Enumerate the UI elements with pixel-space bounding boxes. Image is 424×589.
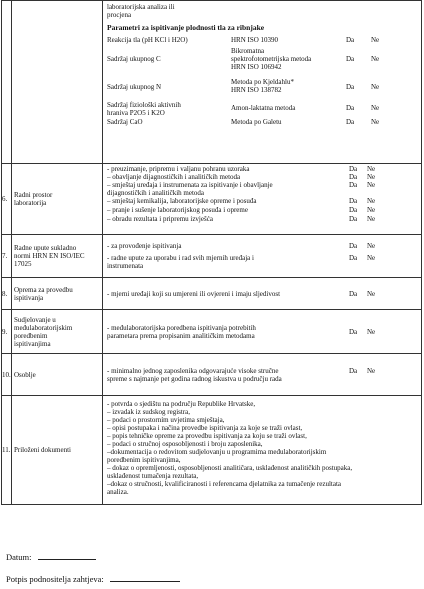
table-row-7 bbox=[2, 235, 422, 278]
row-label bbox=[12, 235, 103, 278]
row-number: 11. bbox=[2, 396, 12, 505]
ne-option[interactable]: Ne bbox=[367, 173, 376, 181]
list-item bbox=[107, 367, 421, 383]
item-text: – pranje i sušenje laboratorijskog posuđa i opreme bbox=[107, 206, 248, 214]
ne-option[interactable]: Ne bbox=[367, 215, 376, 223]
row-label bbox=[12, 278, 103, 310]
row-label-line: Osoblje bbox=[14, 370, 36, 379]
list-item: – podaci o prostorním uvjetima smještaja, bbox=[107, 416, 225, 424]
row-label bbox=[12, 354, 103, 396]
da-option[interactable]: Da bbox=[349, 181, 358, 189]
table-row-9 bbox=[2, 310, 422, 354]
row-label-line: 17025 bbox=[14, 260, 32, 268]
row-label-line: poredbenim bbox=[14, 331, 48, 340]
ne-option[interactable]: Ne bbox=[367, 197, 376, 205]
signature-label: Potpis podnositelja zahtjeva: bbox=[6, 574, 104, 584]
da-option[interactable]: Da bbox=[346, 118, 355, 126]
da-option[interactable]: Da bbox=[349, 327, 358, 336]
list-item: – popis tehničke opreme za provedbu ispitivanja za koju se traži ovlast, bbox=[107, 432, 307, 440]
row-label-line: laboratorija bbox=[14, 199, 47, 207]
param-method: Bikromatna bbox=[231, 47, 265, 55]
param-method: HRN ISO 138782 bbox=[231, 86, 282, 94]
item-text: - za provođenje ispitivanja bbox=[107, 242, 182, 250]
da-option[interactable]: Da bbox=[346, 104, 355, 112]
table-row-6 bbox=[2, 164, 422, 235]
table-row-8 bbox=[2, 278, 422, 310]
item-text bbox=[107, 181, 349, 197]
item-text-line: parametara prema propisanim analitičkim metodama bbox=[107, 331, 255, 340]
row-label-line: Oprema za provedbu bbox=[14, 285, 73, 294]
row-number: 6. bbox=[2, 164, 12, 235]
section-heading: Parametri za ispitivanje plodnosti tla za ribnjake bbox=[107, 23, 265, 32]
param-method: Metoda po Galetu bbox=[231, 118, 282, 126]
list-item: poredbenim ispitivanjima, bbox=[107, 456, 181, 464]
param-method: HRN ISO 106942 bbox=[231, 63, 282, 71]
param-name: Sadržaj ukupnog N bbox=[107, 83, 162, 91]
row-number: 10. bbox=[2, 354, 12, 396]
row-label-line: Radni prostor bbox=[14, 191, 53, 199]
item-text-line: – smještaj uređaja i instrumenata za ispitivanje i obavljanje bbox=[107, 181, 273, 189]
row-label bbox=[12, 310, 103, 354]
list-item: –dokumentacija o redovitom sudjelovanju u programima međulaboratorijskim bbox=[107, 448, 327, 456]
row-label bbox=[12, 164, 103, 235]
da-option[interactable]: Da bbox=[349, 173, 358, 181]
ne-option[interactable]: Ne bbox=[371, 83, 380, 91]
row-number: 9. bbox=[2, 310, 12, 354]
requirements-table bbox=[1, 0, 422, 505]
list-item bbox=[107, 290, 421, 298]
item-text: – smještaj kemikalija, laboratorijske opreme i posuđa bbox=[107, 197, 257, 205]
list-item bbox=[107, 173, 421, 181]
item-text bbox=[107, 367, 349, 383]
ne-option[interactable]: Ne bbox=[367, 242, 376, 250]
list-item bbox=[107, 242, 421, 252]
row-label-line: Radne upute sukladno bbox=[14, 244, 77, 252]
signature-field bbox=[6, 572, 180, 584]
param-method: Amon-laktatna metoda bbox=[231, 104, 296, 112]
list-item: – izvadak iz sudskog registra, bbox=[107, 408, 191, 416]
param-row bbox=[107, 101, 421, 118]
signature-input-line[interactable] bbox=[110, 572, 180, 582]
list-item bbox=[107, 165, 421, 173]
list-item bbox=[107, 206, 421, 215]
param-method-block bbox=[231, 78, 343, 98]
row-label-line: ispitivanjima bbox=[14, 339, 51, 348]
row-number: 7. bbox=[2, 235, 12, 278]
list-item bbox=[107, 324, 421, 340]
list-item bbox=[107, 181, 421, 197]
date-field bbox=[6, 550, 96, 562]
row-label bbox=[12, 396, 103, 505]
attachments-list bbox=[103, 396, 422, 505]
da-option[interactable]: Da bbox=[349, 254, 358, 262]
param-name: hraniva P2O5 i K2O bbox=[107, 109, 165, 117]
item-text: - mjerni uređaji koji su umjereni ili ovjereni i imaju sljedivost bbox=[107, 289, 281, 298]
param-row bbox=[107, 118, 421, 128]
ne-option[interactable]: Ne bbox=[371, 55, 380, 63]
list-item bbox=[107, 254, 421, 271]
ne-option[interactable]: Ne bbox=[367, 254, 376, 262]
da-option[interactable]: Da bbox=[349, 242, 358, 250]
list-item: - potvrda o sjedištu na području Republike Hrvatske, bbox=[107, 400, 256, 408]
ne-option[interactable]: Ne bbox=[367, 366, 376, 375]
da-option[interactable]: Da bbox=[349, 206, 358, 214]
param-row bbox=[107, 78, 421, 98]
table-row-soil-parameters bbox=[2, 1, 422, 164]
item-text: - preuzimanje, pripremu i valjanu pohranu uzoraka bbox=[107, 165, 250, 173]
param-method: Metoda po Kjeldahlu* bbox=[231, 78, 294, 86]
intro-line-1: laboratorijska analiza ili bbox=[107, 3, 175, 11]
list-item bbox=[107, 197, 421, 206]
param-name: Sadržaj CaO bbox=[107, 118, 143, 126]
da-option[interactable]: Da bbox=[349, 215, 358, 223]
da-option[interactable]: Da bbox=[349, 197, 358, 205]
item-text bbox=[107, 324, 349, 340]
intro-line-2: procjena bbox=[107, 11, 132, 19]
list-item bbox=[107, 215, 421, 224]
da-option[interactable]: Da bbox=[349, 366, 358, 375]
row-number: 8. bbox=[2, 278, 12, 310]
da-option[interactable]: Da bbox=[346, 83, 355, 91]
item-text: – obavljanje dijagnostičkih i analitičkih metoda bbox=[107, 173, 241, 181]
table-row-11 bbox=[2, 396, 422, 505]
item-text-line: - radne upute za uporabu i rad svih mjernih uređaja i bbox=[107, 254, 254, 262]
date-label: Datum: bbox=[6, 552, 32, 562]
da-option[interactable]: Da bbox=[349, 289, 358, 298]
ne-option[interactable]: Ne bbox=[371, 36, 380, 44]
param-name: Sadržaj ukupnog C bbox=[107, 55, 161, 63]
row-label-line: Sudjelovanje u bbox=[14, 315, 56, 324]
da-option[interactable]: Da bbox=[346, 55, 355, 63]
row-label-line: međulaboratorijskim bbox=[14, 323, 73, 332]
list-item: – opisi postupaka i načina provedbe ispitivanja za koje se traži ovlast, bbox=[107, 424, 303, 432]
ne-option[interactable]: Ne bbox=[367, 206, 376, 214]
ne-option[interactable]: Ne bbox=[371, 118, 380, 126]
row-label-line: normi HRN EN ISO/IEC bbox=[14, 252, 85, 260]
list-item: analiza. bbox=[107, 488, 129, 496]
item-text-line: spreme s najmanje pet godina radnog iskustva u području rada bbox=[107, 374, 282, 383]
da-option[interactable]: Da bbox=[349, 165, 358, 173]
item-text-line: - minimalno jednog zaposlenika odgovarajuće visoke stručne bbox=[107, 366, 279, 375]
row-label-line: ispitivanja bbox=[14, 293, 44, 302]
item-text-line: instrumenata bbox=[107, 262, 144, 270]
item-text: – obradu rezultata i pripremu izvješća bbox=[107, 215, 213, 223]
item-text bbox=[107, 254, 349, 271]
param-method: HRN ISO 10390 bbox=[231, 36, 279, 44]
list-item: usklađenost tumačenja rezultata, bbox=[107, 472, 199, 480]
param-name-block bbox=[107, 101, 231, 118]
ne-option[interactable]: Ne bbox=[367, 327, 376, 336]
param-name: Sadržaj fiziološki aktivnih bbox=[107, 101, 181, 109]
da-option[interactable]: Da bbox=[346, 36, 355, 44]
item-text-line: dijagnostičkih i analitičkih metoda bbox=[107, 189, 205, 197]
param-method: spektrofotometrijska metoda bbox=[231, 55, 312, 63]
date-input-line[interactable] bbox=[38, 550, 96, 560]
param-name: Reakcija tla (pH KCl i H2O) bbox=[107, 36, 188, 44]
ne-option[interactable]: Ne bbox=[367, 165, 376, 173]
param-row bbox=[107, 36, 421, 47]
list-item: –dokaz o stručnosti, kvalificiranosti i referencama djelatnika za tumačenje rezultata bbox=[107, 480, 342, 488]
item-text-line: - međulaboratorijska poredbena ispitivanja potrebitih bbox=[107, 323, 256, 332]
table-row-10 bbox=[2, 354, 422, 396]
ne-option[interactable]: Ne bbox=[367, 181, 376, 189]
list-item: – podaci o stručnoj osposobljenosti i broju zaposlenika, bbox=[107, 440, 263, 448]
param-method-block bbox=[231, 47, 343, 74]
list-item: – dokaz o opremljenosti, osposobljenosti analitičara, usklađenost analitičkih postupaka, bbox=[107, 464, 353, 472]
row-label-line: Priloženi dokumenti bbox=[14, 446, 71, 454]
ne-option[interactable]: Ne bbox=[371, 104, 380, 112]
param-row bbox=[107, 47, 421, 74]
ne-option[interactable]: Ne bbox=[367, 289, 376, 298]
